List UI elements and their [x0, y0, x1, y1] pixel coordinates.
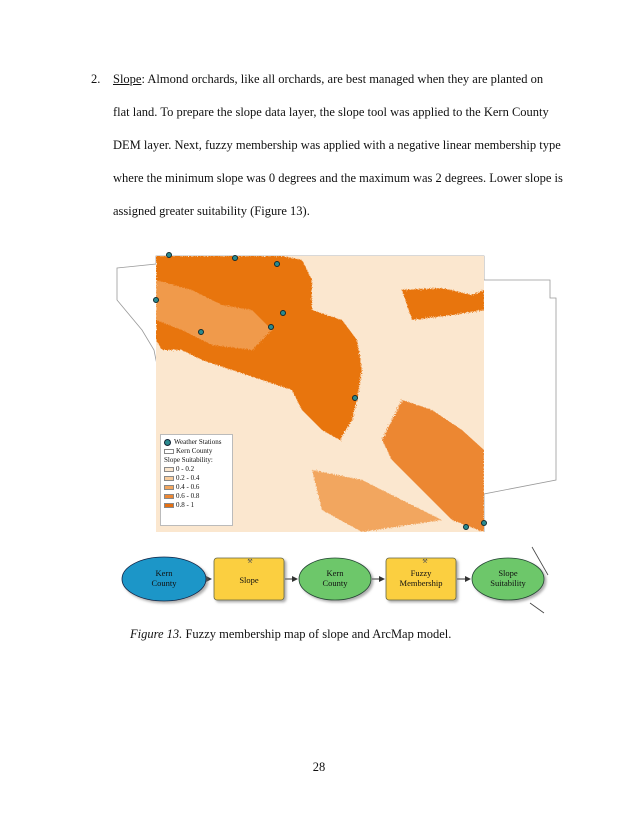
legend-county: Kern County — [164, 447, 229, 456]
node-label: Suitability — [490, 578, 526, 588]
legend-class: 0 - 0.2 — [164, 465, 229, 474]
class-swatch-icon — [164, 467, 174, 472]
station-marker — [199, 330, 204, 335]
page-number: 28 — [312, 760, 326, 774]
station-marker — [275, 262, 280, 267]
paragraph-line-4: where the minimum slope was 0 degrees and the maximum was 2 degrees. Lower slope is — [113, 171, 563, 185]
line1-text: : Almond orchards, like all orchards, are best managed when they are planted on — [141, 72, 544, 86]
station-marker — [167, 253, 172, 258]
station-marker — [353, 396, 358, 401]
node-label: Fuzzy — [410, 568, 432, 578]
crop-edge-line — [530, 603, 544, 613]
node-label: County — [151, 578, 177, 588]
station-marker — [154, 298, 159, 303]
body-paragraph — [91, 72, 565, 237]
legend-stations: Weather Stations — [164, 438, 229, 447]
map-legend — [160, 434, 233, 526]
figure-label: Figure 13. — [130, 627, 183, 641]
arcmap-model-diagram — [120, 545, 550, 615]
node-label: Kern — [326, 568, 344, 578]
class-swatch-icon — [164, 503, 174, 508]
station-marker — [281, 311, 286, 316]
node-label: Slope — [239, 575, 259, 585]
paragraph-line-3: DEM layer. Next, fuzzy membership was applied with a negative linear membership type — [113, 138, 561, 152]
class-swatch-icon — [164, 485, 174, 490]
class-swatch-icon — [164, 494, 174, 499]
paragraph-line-2: flat land. To prepare the slope data layer, the slope tool was applied to the Kern County — [113, 105, 549, 119]
hammer-icon: ⚒ — [247, 559, 253, 565]
node-label: Membership — [399, 578, 443, 588]
paragraph-line-5: assigned greater suitability (Figure 13). — [113, 204, 310, 218]
paragraph-line-1 — [91, 72, 565, 105]
figure-caption — [130, 627, 451, 642]
node-label: County — [322, 578, 348, 588]
legend-heading: Slope Suitability: — [164, 456, 213, 465]
node-label: Kern — [155, 568, 173, 578]
slope-term: Slope — [113, 72, 142, 86]
legend-class: 0.6 - 0.8 — [164, 492, 229, 501]
station-marker — [464, 525, 469, 530]
county-swatch-icon — [164, 449, 174, 454]
class-swatch-icon — [164, 476, 174, 481]
legend-class: 0.4 - 0.6 — [164, 483, 229, 492]
hammer-icon: ⚒ — [422, 559, 428, 565]
legend-class: 0.2 - 0.4 — [164, 474, 229, 483]
station-marker — [269, 325, 274, 330]
legend-class: 0.8 - 1 — [164, 501, 229, 510]
station-marker — [233, 256, 238, 261]
node-label: Slope — [498, 568, 518, 578]
station-dot-icon — [164, 439, 171, 446]
caption-text: Fuzzy membership map of slope and ArcMap model. — [182, 627, 452, 641]
list-number: 2. — [91, 72, 101, 86]
station-marker — [482, 521, 487, 526]
